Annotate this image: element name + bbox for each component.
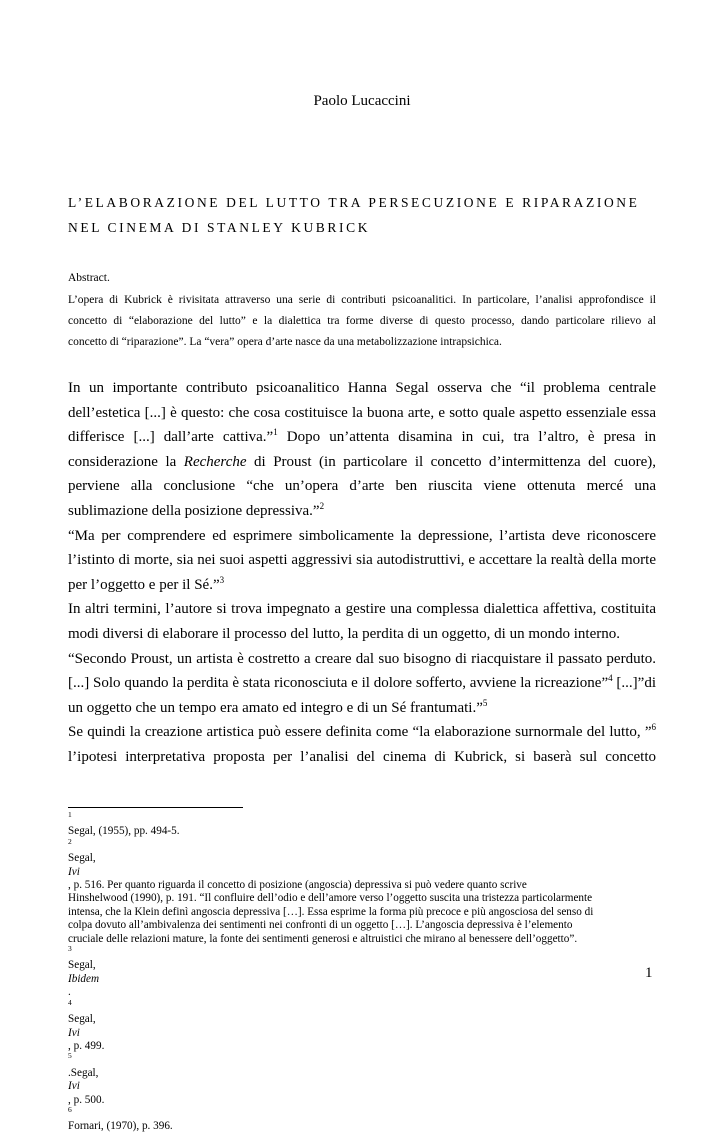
body-text-run: per l’oggetto e per il Sé.”	[68, 576, 220, 593]
footnote-ref: 3	[219, 574, 225, 585]
author-name: Paolo Lucaccini	[313, 93, 411, 109]
footnote-text: , p. 516. Per quanto riguarda il concetto di posizione (angoscia) depressiva si può vedere quanto scrive	[68, 879, 527, 892]
body-line	[68, 720, 656, 745]
body-line	[68, 450, 656, 475]
footnote-ref: 2	[319, 500, 325, 511]
body-line: perviene alla conclusione “che un’opera d’arte ben riuscita viene ottenuta mercé una	[68, 478, 656, 495]
footnote-2	[68, 836, 668, 893]
body-text-run: sublimazione della posizione depressiva.”	[68, 502, 320, 519]
footnote-text: Segal,	[68, 852, 96, 865]
footnote-italic: Ibidem	[68, 972, 100, 985]
footnote-number: 5	[68, 1051, 72, 1061]
footnote-2-cont: colpa dovuto all’ambivalenza dei sentimenti nei confronti di un oggetto […]. L’angoscia depressiva è l’elemento	[68, 919, 573, 932]
footnote-italic: Ivi	[68, 1080, 80, 1093]
footnote-text: Segal,	[68, 959, 96, 972]
body-text-run: Dopo un’attenta disamina in cui, tra l’altro, è presa in	[277, 429, 656, 446]
footnote-ref: 1	[273, 427, 278, 438]
page-number: 1	[645, 965, 653, 981]
abstract-line: concetto di “riparazione”. La “vera” opera d’arte nasce da una metabolizzazione intrapsichica.	[68, 336, 502, 348]
footnote-text: .Segal,	[68, 1066, 99, 1079]
footnote-number: 3	[68, 944, 72, 954]
footnote-italic: Ivi	[68, 1026, 80, 1039]
footnote-5	[68, 1053, 668, 1107]
body-text-run: differisce [...] dall’arte cattiva.”	[68, 429, 274, 446]
body-text-run: [...]”di	[612, 675, 656, 692]
footnote-2-cont: intensa, che la Klein definì angoscia depressiva […]. Essa esprime la forma più precoce e più angosciosa del senso di	[68, 905, 594, 918]
body-line	[68, 573, 656, 598]
body-line	[68, 671, 656, 696]
footnote-number: 2	[68, 836, 72, 846]
abstract-body	[68, 290, 656, 353]
body-line: modi diversi di elaborare il processo del lutto, la perdita di un oggetto, di un mondo interno.	[68, 625, 620, 642]
footnotes	[68, 812, 668, 1134]
article-title-line-1: L’ELABORAZIONE DEL LUTTO TRA PERSECUZIONE E RIPARAZIONE	[68, 195, 640, 210]
footnote-text: Segal,	[68, 1013, 96, 1026]
body-line: l’istinto di morte, sia nei suoi aspetti aggressivi sia autodistruttivi, e accettare la realtà della morte	[68, 552, 656, 569]
body-text-run: un oggetto che un tempo era amato ed integro e di un Sé frantumati.”	[68, 699, 483, 716]
body-line: l’ipotesi interpretativa proposta per l’analisi del cinema di Kubrick, si baserà sul concetto	[68, 748, 656, 765]
body-line: dell’estetica [...] è questo: che cosa costituisce la buona arte, e sotto quale aspetto essenziale essa	[68, 404, 656, 421]
body-line: “Secondo Proust, un artista è costretto a creare dal suo bisogno di riacquistare il passato perduto.	[68, 650, 656, 667]
footnote-italic: Ivi	[68, 865, 80, 878]
footnote-2-cont: Hinshelwood (1990), p. 191. “Il confluire dell’odio e dell’amore verso l’oggetto suscita una tristezza particolarmente	[68, 892, 593, 905]
footnote-text: , p. 500.	[68, 1093, 105, 1106]
body-text-run: Se quindi la creazione artistica può essere definita come “la elaborazione surnormale del lutto, ”	[68, 724, 652, 741]
footnote-ref: 6	[651, 722, 656, 733]
abstract-line: L’opera di Kubrick è rivisitata attraverso una serie di contributi psicoanalitici. In particolare, l’analisi approfondisce il	[68, 294, 656, 306]
body-text-run: considerazione la	[68, 453, 184, 470]
italic-title: Recherche	[183, 453, 247, 470]
footnote-number: 1	[68, 810, 72, 819]
article-title-line-2: NEL CINEMA DI STANLEY KUBRICK	[68, 220, 371, 235]
footnote-6	[68, 1104, 668, 1134]
footnote-number: 6	[68, 1104, 72, 1114]
footnote-4	[68, 997, 668, 1054]
footnote-number: 4	[68, 997, 72, 1007]
footnote-text: , p. 499.	[68, 1039, 105, 1052]
footnote-text: Fornari, (1970), p. 396.	[68, 1120, 173, 1133]
body-text	[68, 376, 656, 770]
footnote-3	[68, 946, 668, 1000]
body-line: “Ma per comprendere ed esprimere simbolicamente la depressione, l’artista deve riconoscere	[68, 527, 656, 544]
footnote-text: .	[68, 986, 71, 999]
body-text-run: di Proust (in particolare il concetto d’intermittenza del cuore),	[254, 453, 656, 470]
body-text-run: [...] Solo quando la perdita è stata riconosciuta e il dolore sofferto, avviene la ricreazione”	[68, 675, 609, 692]
footnote-2-cont: cruciale delle relazioni mature, la fonte dei sentimenti generosi e altruistici che mirano al benessere dell’oggetto”.	[68, 932, 578, 945]
body-line	[68, 499, 656, 524]
body-line: In un importante contributo psicoanalitico Hanna Segal osserva che “il problema centrale	[68, 380, 656, 396]
footnote-1	[68, 812, 668, 839]
abstract-line: concetto di “elaborazione del lutto” e la dialettica tra forme diverse di questo processo, dando particolare rilievo al	[68, 315, 656, 327]
footnote-ref: 5	[482, 697, 488, 708]
abstract-heading: Abstract.	[68, 272, 110, 284]
body-line: In altri termini, l’autore si trova impegnato a gestire una complessa dialettica affettiva, costituita	[68, 601, 656, 618]
footnote-text: Segal, (1955), pp. 494-5.	[68, 825, 180, 838]
body-line	[68, 696, 656, 721]
body-line	[68, 425, 656, 450]
footnote-ref: 4	[608, 673, 613, 684]
footnote-separator	[68, 807, 243, 808]
